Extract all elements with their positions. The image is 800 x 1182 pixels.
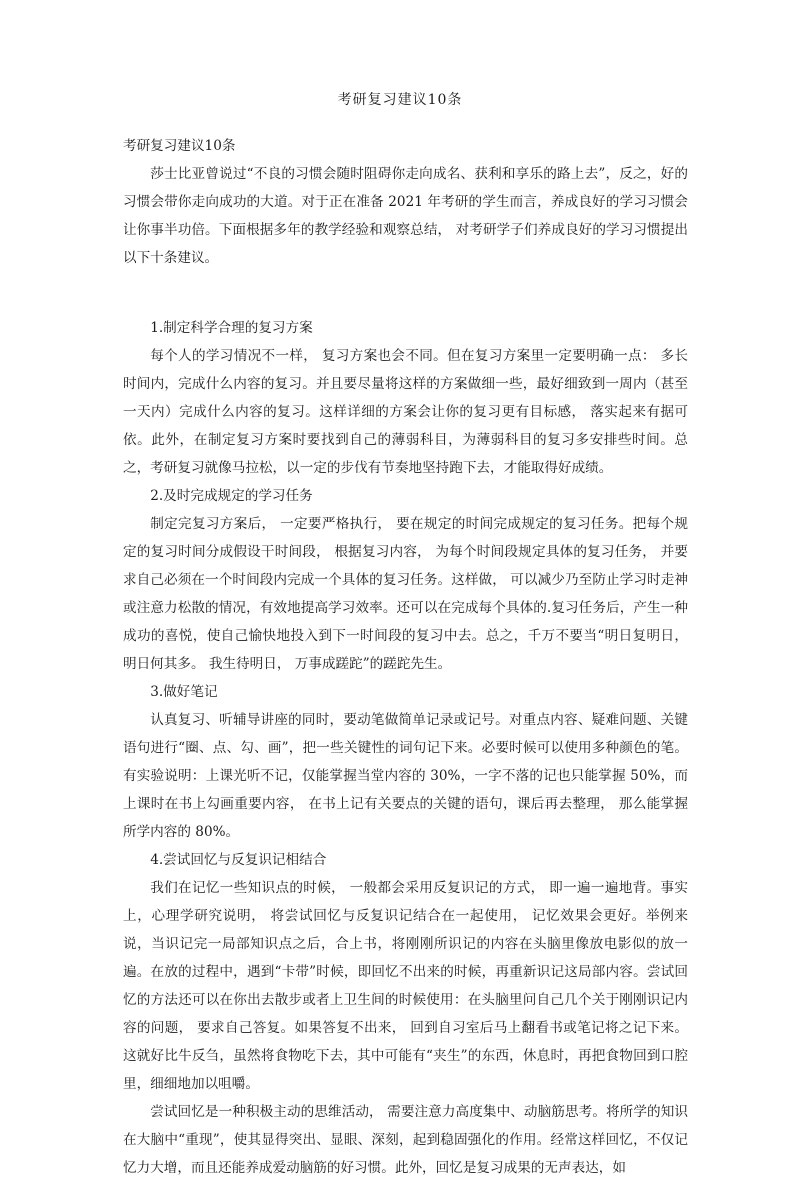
document-body [123, 132, 688, 1182]
section-1-paragraph-1: 每个人的学习情况不一样， 复习方案也会不同。但在复习方案里一定要明确一点： 多长时间内，完成什么内容的复习。并且要尽量将这样的方案做细一些，最好细致到一周内（甚至一天内）完成什么内容的复习。这样详细的方案会让你的复习更有目标感， 落实起来有据可依。此外，在制定复习方案时要找到自己的薄弱科目，为薄弱科目的复习多安排些时间。总之，考研复习就像马拉松，以一定的步伐有节奏地坚持跑下去，才能取得好成绩。 [123, 348, 688, 476]
section-heading-4: 4.尝试回忆与反复识记相结合 [150, 852, 327, 868]
section-heading-3: 3.做好笔记 [150, 684, 218, 700]
intro-paragraph: 莎士比亚曾说过“不良的习惯会随时阻碍你走向成名、获利和享乐的路上去”，反之，好的习惯会带你走向成功的大道。对于正在准备 2021 年考研的学生而言，养成良好的学习习惯会让你事半功倍。下面根据多年的教学经验和观察总结， 对考研学子们养成良好的学习习惯提出以下十条建议。 [123, 166, 688, 266]
section-4-paragraph-1: 我们在记忆一些知识点的时候， 一般都会采用反复识记的方式， 即一遍一遍地背。事实上，心理学研究说明， 将尝试回忆与反复识记结合在一起使用， 记忆效果会更好。举例来说，当识记完一局部知识点之后，合上书，将刚刚所识记的内容在头脑里像放电影似的放一遍。在放的过程中，遇到“卡带”时候，即回忆不出来的时候，再重新识记这局部内容。尝试回忆的方法还可以在你出去散步或者上卫生间的时候使用：在头脑里问自己几个关于刚刚识记内容的问题， 要求自己答复。如果答复不出来， 回到自习室后马上翻看书或笔记将之记下来。这就好比牛反刍，虽然将食物吃下去，其中可能有“夹生”的东西，休息时，再把食物回到口腔里，细细地加以咀嚼。 [123, 880, 688, 1092]
section-2-paragraph-1: 制定完复习方案后， 一定要严格执行， 要在规定的时间完成规定的复习任务。把每个规定的复习时间分成假设干时间段， 根据复习内容， 为每个时间段规定具体的复习任务， 并要求自己必须在一个时间段内完成一个具体的复习任务。这样做， 可以减少乃至防止学习时走神或注意力松散的情况，有效地提高学习效率。还可以在完成每个具体的.复习任务后，产生一种成功的喜悦，使自己愉快地投入到下一时间段的复习中去。总之，千万不要当“明日复明日， 明日何其多。 我生待明日， 万事成蹉跎”的蹉跎先生。 [123, 516, 688, 672]
section-heading-2: 2.及时完成规定的学习任务 [150, 488, 313, 504]
document-title: 考研复习建议10条 [337, 92, 463, 108]
section-3-paragraph-1: 认真复习、听辅导讲座的同时，要动笔做简单记录或记号。对重点内容、疑难问题、关键语句进行“圈、点、勾、画”，把一些关键性的词句记下来。必要时候可以使用多种颜色的笔。有实验说明：上课光听不记，仅能掌握当堂内容的 30%，一字不落的记也只能掌握 50%，而上课时在书上勾画重要内容， 在书上记有关要点的关键的语句，课后再去整理， 那么能掌握所学内容的 80%。 [123, 712, 688, 840]
section-heading-1: 1.制定科学合理的复习方案 [150, 320, 313, 336]
section-spacer [123, 272, 688, 314]
document-subtitle: 考研复习建议10条 [123, 138, 236, 154]
section-4-paragraph-2: 尝试回忆是一种积极主动的思维活动， 需要注意力高度集中、动脑筋思考。将所学的知识在大脑中“重现”，使其显得突出、显眼、深刻，起到稳固强化的作用。经常这样回忆，不仅记忆力大增，而且还能养成爱动脑筋的好习惯。此外，回忆是复习成果的无声表达，如 [123, 1104, 688, 1176]
